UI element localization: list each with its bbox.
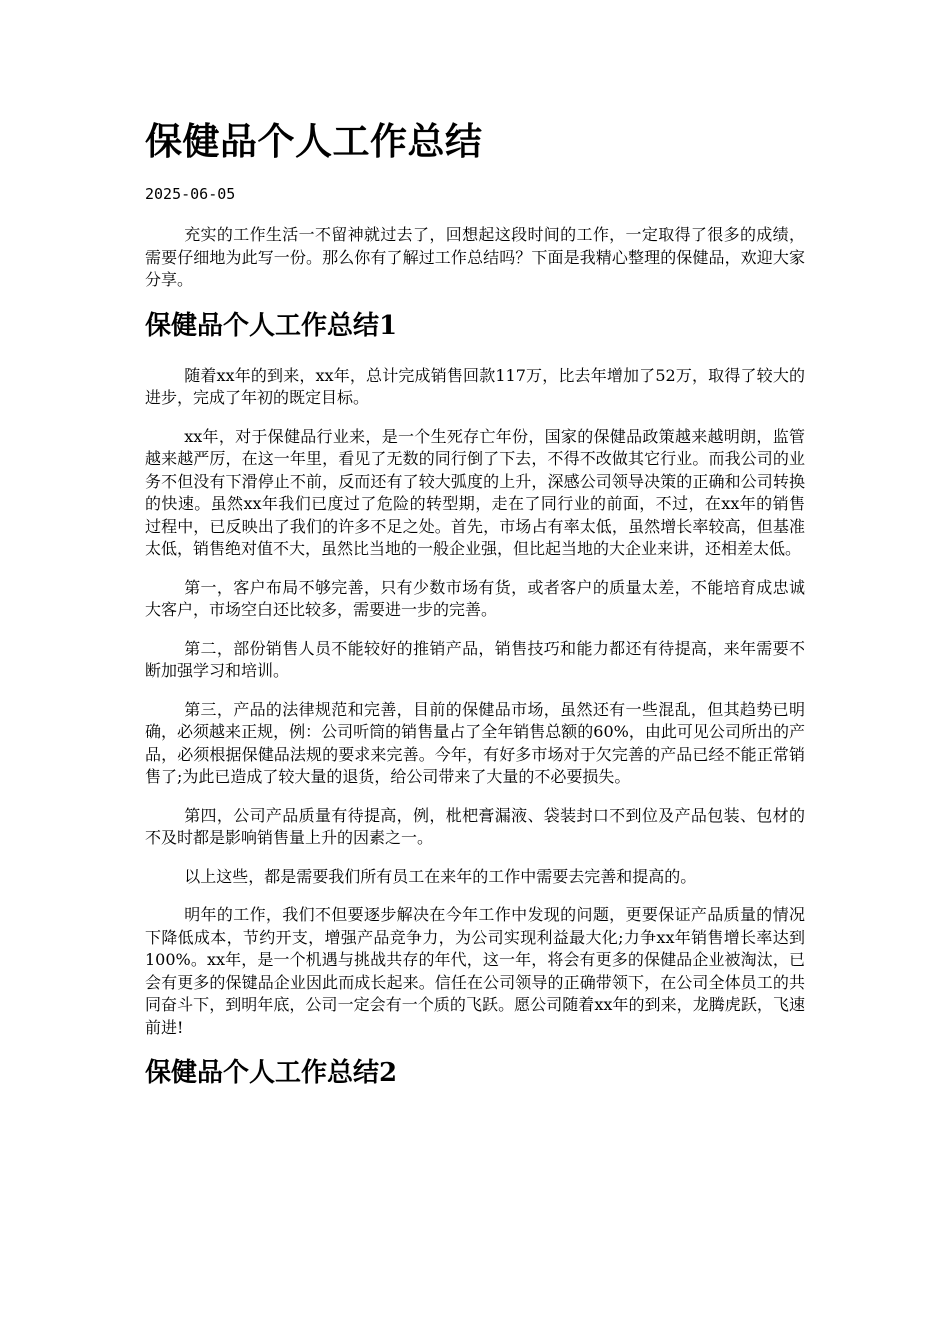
section-1-paragraph-6: 第四，公司产品质量有待提高，例，枇杷膏漏液、袋装封口不到位及产品包装、包材的不及时都是影响销售量上升的因素之一。 <box>145 805 805 847</box>
intro-paragraph: 充实的工作生活一不留神就过去了，回想起这段时间的工作，一定取得了很多的成绩，需要仔细地为此写一份。那么你有了解过工作总结吗？下面是我精心整理的保健品，欢迎大家分享。 <box>145 225 805 289</box>
section-1-heading: 保健品个人工作总结1 <box>145 310 398 341</box>
document-body <box>145 224 805 1112</box>
document-title: 保健品个人工作总结 <box>145 119 483 163</box>
section-1-paragraph-2: xx年，对于保健品行业来，是一个生死存亡年份，国家的保健品政策越来越明朗，监管越来越严厉，在这一年里，看见了无数的同行倒了下去，不得不改做其它行业。而我公司的业务不但没有下滑停止不前，反而还有了较大弧度的上升，深感公司领导决策的正确和公司转换的快速。虽然xx年我们已度过了危险的转型期，走在了同行业的前面，不过，在xx年的销售过程中，已反映出了我们的许多不足之处。首先，市场占有率太低，虽然增长率较高，但基准太低，销售绝对值不大，虽然比当地的一般企业强，但比起当地的大企业来讲，还相差太低。 <box>145 426 805 558</box>
section-1-paragraph-1: 随着xx年的到来，xx年，总计完成销售回款117万，比去年增加了52万，取得了较大的进步，完成了年初的既定目标。 <box>145 365 805 407</box>
section-1-paragraph-7: 以上这些，都是需要我们所有员工在来年的工作中需要去完善和提高的。 <box>184 866 697 886</box>
section-1-paragraph-3: 第一，客户布局不够完善，只有少数市场有货，或者客户的质量太差，不能培育成忠诚大客户，市场空白还比较多，需要进一步的完善。 <box>145 577 805 619</box>
section-1-paragraph-4: 第二，部份销售人员不能较好的推销产品，销售技巧和能力都还有待提高，来年需要不断加强学习和培训。 <box>145 638 805 680</box>
section-1-paragraph-5: 第三，产品的法律规范和完善，目前的保健品市场，虽然还有一些混乱，但其趋势已明确，必须越来正规，例：公司听筒的销售量占了全年销售总额的60%，由此可见公司所出的产品，必须根据保健品法规的要求来完善。今年，有好多市场对于欠完善的产品已经不能正常销售了;为此已造成了较大量的退货，给公司带来了大量的不必要损失。 <box>145 699 805 786</box>
document-date: 2025-06-05 <box>145 185 236 203</box>
section-2-heading: 保健品个人工作总结2 <box>145 1058 398 1088</box>
section-1-paragraph-8: 明年的工作，我们不但要逐步解决在今年工作中发现的问题，更要保证产品质量的情况下降低成本，节约开支，增强产品竞争力，为公司实现利益最大化;力争xx年销售增长率达到100%。xx年，是一个机遇与挑战共存的年代，这一年，将会有更多的保健品企业被淘汰，已会有更多的保键品企业因此而成长起来。信任在公司领导的正确带领下，在公司全体员工的共同奋斗下，到明年底，公司一定会有一个质的飞跃。愿公司随着xx年的到来，龙腾虎跃，飞速前进! <box>145 905 805 1037</box>
